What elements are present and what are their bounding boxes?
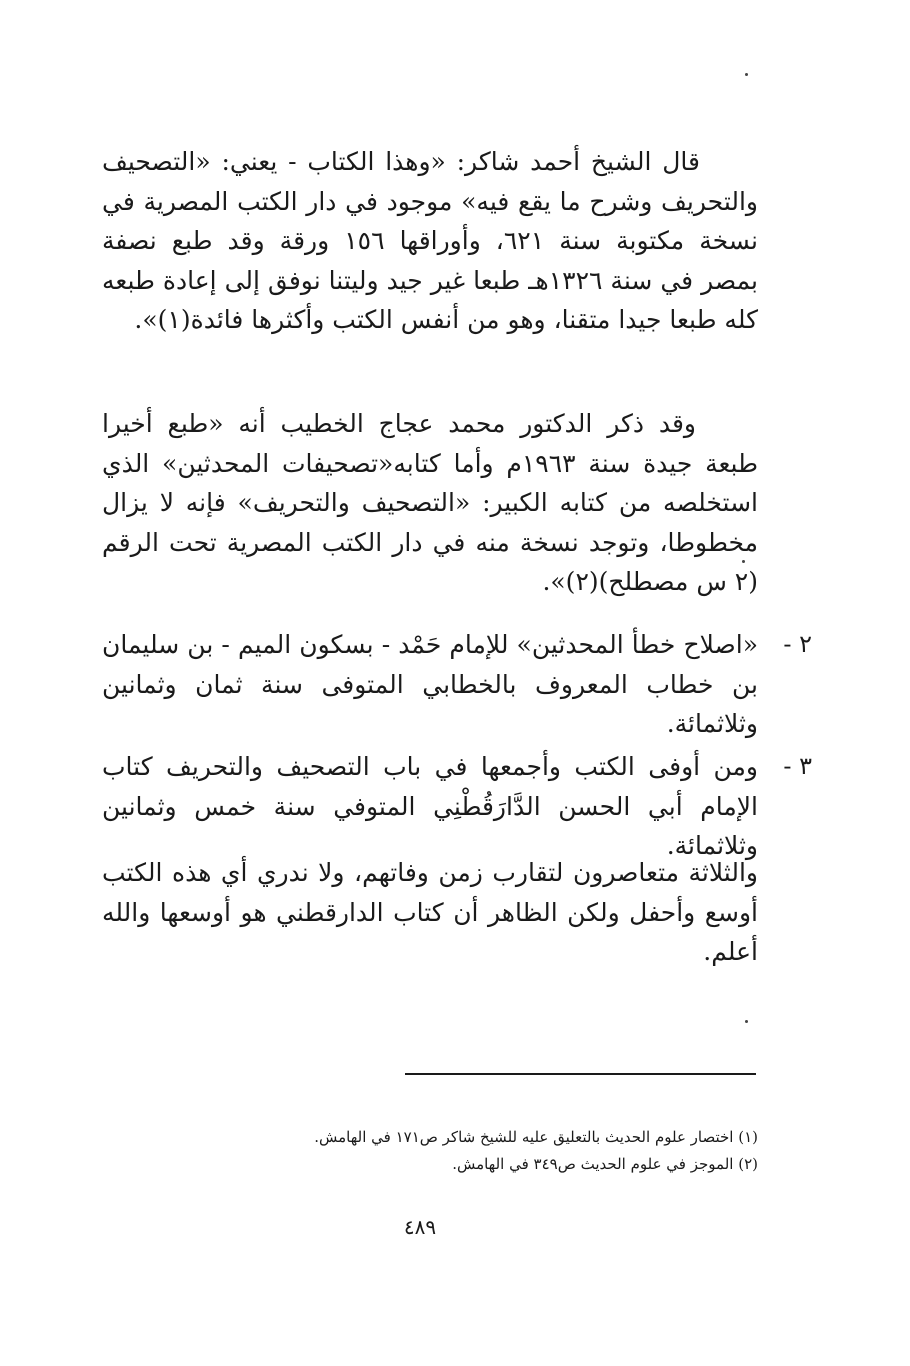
scan-speck bbox=[742, 560, 745, 563]
footnote-1: (١) اختصار علوم الحديث بالتعليق عليه للشيخ شاكر ص١٧١ في الهامش. bbox=[314, 1128, 758, 1146]
footnote-divider bbox=[405, 1073, 756, 1075]
list-item-number-2: ٢ - bbox=[783, 630, 812, 658]
scan-speck bbox=[745, 1020, 748, 1023]
scan-speck bbox=[745, 73, 748, 76]
paragraph-khatib-note: وقد ذكر الدكتور محمد عجاج الخطيب أنه «طبع أخيرا طبعة جيدة سنة ١٩٦٣م وأما كتابه«تصحيفات المحدثين» الذي استخلصه من كتابه الكبير: «التصحيف والتحريف» فإنه لا يزال مخطوطا، وتوجد نسخة منه في دار الكتب المصرية تحت الرقم (٢ س مصطلح)(٢)». bbox=[102, 409, 758, 596]
list-item-daraqutni: ومن أوفى الكتب وأجمعها في باب التصحيف والتحريف كتاب الإمام أبي الحسن الدَّارَقُطْنِي المتوفي سنة خمس وثمانين وثلاثمائة. bbox=[102, 752, 758, 860]
footnote-2: (٢) الموجز في علوم الحديث ص٣٤٩ في الهامش. bbox=[452, 1155, 758, 1173]
paragraph-conclusion: والثلاثة متعاصرون لتقارب زمن وفاتهم، ولا ندري أي هذه الكتب أوسع وأحفل ولكن الظاهر أن كتاب الدارقطني هو أوسعها والله أعلم. bbox=[102, 858, 758, 966]
list-item-khattabi: «اصلاح خطأ المحدثين» للإمام حَمْد - بسكون الميم - بن سليمان بن خطاب المعروف بالخطابي المتوفى سنة ثمان وثمانين وثلاثمائة. bbox=[102, 630, 758, 738]
page-number: ٤٨٩ bbox=[403, 1215, 437, 1239]
paragraph-shakir-quote: قال الشيخ أحمد شاكر: «وهذا الكتاب - يعني: «التصحيف والتحريف وشرح ما يقع فيه» موجود في دار الكتب المصرية في نسخة مكتوبة سنة ٦٢١، وأوراقها ١٥٦ ورقة وقد طبع نصفة بمصر في سنة ١٣٢٦هـ طبعا غير جيد وليتنا نوفق إلى إعادة طبعه كله طبعا جيدا متقنا، وهو من أنفس الكتب وأكثرها فائدة(١)». bbox=[102, 147, 758, 334]
list-item-number-3: ٣ - bbox=[783, 752, 812, 780]
